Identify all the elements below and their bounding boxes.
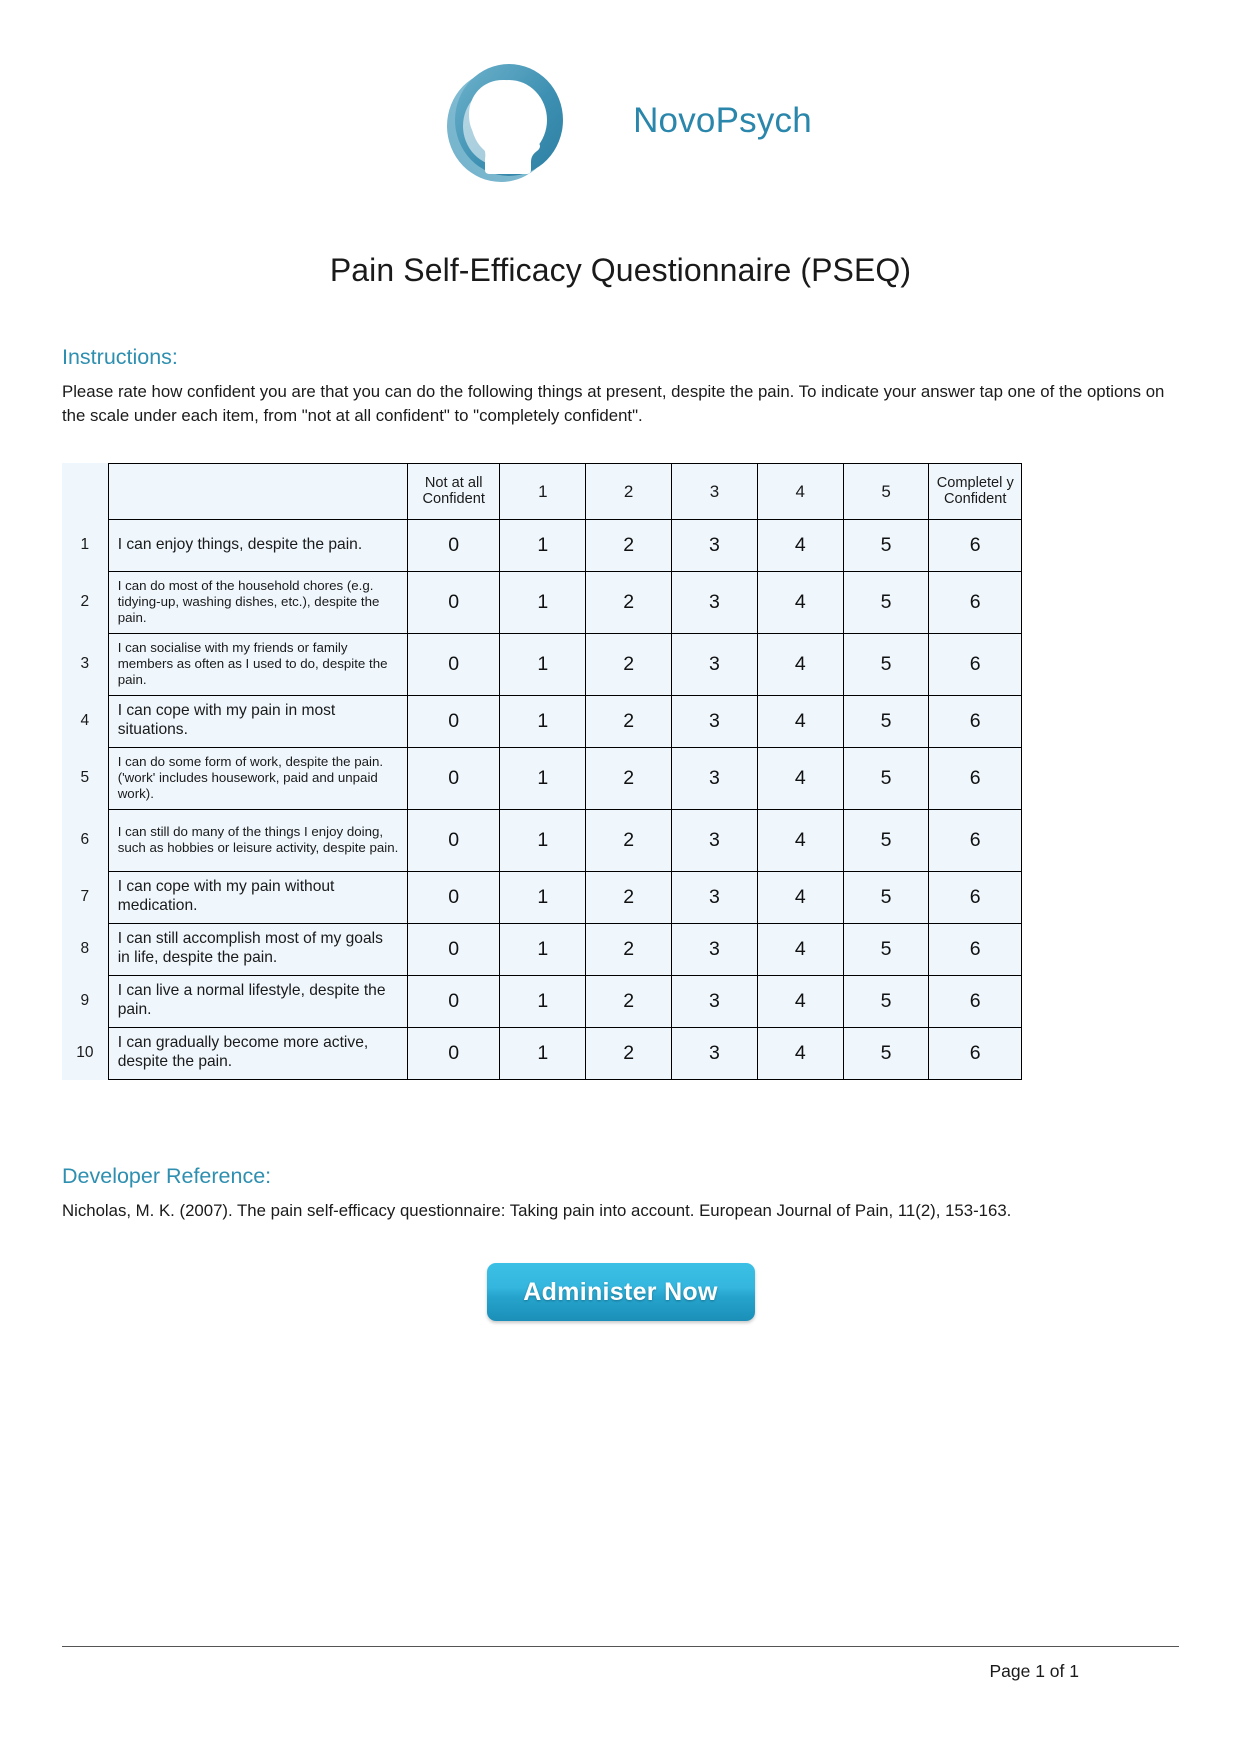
row-number: 1 (62, 519, 108, 571)
page-title: Pain Self-Efficacy Questionnaire (PSEQ) (329, 252, 912, 288)
reference-heading: Developer Reference: (62, 1163, 272, 1188)
response-option-5[interactable]: 5 (843, 975, 929, 1027)
row-number: 2 (62, 571, 108, 633)
response-option-0[interactable]: 0 (407, 519, 499, 571)
header-option-3: 3 (672, 463, 758, 519)
response-option-2[interactable]: 2 (586, 747, 672, 809)
response-option-4[interactable]: 4 (757, 747, 843, 809)
action-row (0, 1263, 1241, 1321)
response-option-6[interactable]: 6 (929, 923, 1022, 975)
response-option-0[interactable]: 0 (407, 975, 499, 1027)
response-option-5[interactable]: 5 (843, 923, 929, 975)
response-option-3[interactable]: 3 (672, 695, 758, 747)
row-number: 8 (62, 923, 108, 975)
novopsych-logo-icon (429, 52, 581, 192)
response-option-5[interactable]: 5 (843, 747, 929, 809)
header-option-2: 2 (586, 463, 672, 519)
response-option-2[interactable]: 2 (586, 633, 672, 695)
item-text: I can still accomplish most of my goals in life, despite the pain. (108, 923, 407, 975)
response-option-6[interactable]: 6 (929, 975, 1022, 1027)
response-option-6[interactable]: 6 (929, 1027, 1022, 1079)
header-anchor-low: Not at all Confident (407, 463, 499, 519)
response-option-6[interactable]: 6 (929, 695, 1022, 747)
item-text: I can do some form of work, despite the pain. ('work' includes housework, paid and unpaid work). (108, 747, 407, 809)
response-option-0[interactable]: 0 (407, 571, 499, 633)
reference-section (0, 1164, 1241, 1223)
response-option-2[interactable]: 2 (586, 571, 672, 633)
response-option-3[interactable]: 3 (672, 871, 758, 923)
table-row (62, 695, 1022, 747)
administer-now-button[interactable]: Administer Now (487, 1263, 755, 1321)
row-number: 9 (62, 975, 108, 1027)
table-header-row (62, 463, 1022, 519)
row-number: 5 (62, 747, 108, 809)
response-option-4[interactable]: 4 (757, 975, 843, 1027)
header-anchor-high: Completel y Confident (929, 463, 1022, 519)
response-option-6[interactable]: 6 (929, 809, 1022, 871)
response-option-6[interactable]: 6 (929, 871, 1022, 923)
table-row (62, 747, 1022, 809)
response-option-2[interactable]: 2 (586, 975, 672, 1027)
response-option-0[interactable]: 0 (407, 871, 499, 923)
response-option-2[interactable]: 2 (586, 519, 672, 571)
response-option-3[interactable]: 3 (672, 809, 758, 871)
response-option-0[interactable]: 0 (407, 695, 499, 747)
response-option-1[interactable]: 1 (500, 923, 586, 975)
item-text: I can cope with my pain in most situations. (108, 695, 407, 747)
response-option-5[interactable]: 5 (843, 633, 929, 695)
response-option-6[interactable]: 6 (929, 571, 1022, 633)
row-number: 10 (62, 1027, 108, 1079)
response-option-1[interactable]: 1 (500, 571, 586, 633)
response-option-1[interactable]: 1 (500, 519, 586, 571)
table-row (62, 571, 1022, 633)
response-option-4[interactable]: 4 (757, 1027, 843, 1079)
scale-table-wrapper (0, 463, 1241, 1080)
response-option-6[interactable]: 6 (929, 633, 1022, 695)
pseq-scale-table (62, 463, 1022, 1080)
item-text: I can cope with my pain without medication. (108, 871, 407, 923)
response-option-4[interactable]: 4 (757, 571, 843, 633)
table-row (62, 519, 1022, 571)
header-option-4: 4 (757, 463, 843, 519)
response-option-1[interactable]: 1 (500, 695, 586, 747)
response-option-4[interactable]: 4 (757, 809, 843, 871)
table-row (62, 809, 1022, 871)
response-option-1[interactable]: 1 (500, 975, 586, 1027)
header-item-spacer (108, 463, 407, 519)
response-option-5[interactable]: 5 (843, 871, 929, 923)
response-option-5[interactable]: 5 (843, 571, 929, 633)
response-option-3[interactable]: 3 (672, 975, 758, 1027)
response-option-2[interactable]: 2 (586, 871, 672, 923)
item-text: I can gradually become more active, despite the pain. (108, 1027, 407, 1079)
response-option-2[interactable]: 2 (586, 695, 672, 747)
item-text: I can enjoy things, despite the pain. (108, 519, 407, 571)
header-option-1: 1 (500, 463, 586, 519)
row-number: 7 (62, 871, 108, 923)
response-option-4[interactable]: 4 (757, 519, 843, 571)
response-option-4[interactable]: 4 (757, 871, 843, 923)
reference-citation: Nicholas, M. K. (2007). The pain self-efficacy questionnaire: Taking pain into account. European Journal of Pain, 11(2), 153-163. (62, 1200, 1012, 1220)
brand-name: NovoPsych (633, 100, 812, 140)
table-row (62, 871, 1022, 923)
response-option-0[interactable]: 0 (407, 923, 499, 975)
response-option-4[interactable]: 4 (757, 923, 843, 975)
page-footer (62, 1646, 1179, 1682)
instructions-text: Please rate how confident you are that you can do the following things at present, despite the pain. To indicate your answer tap one of the options on the scale under each item, from "not at all confident" to "completely confident". (62, 382, 1165, 426)
instructions-heading: Instructions: (62, 345, 178, 369)
response-option-4[interactable]: 4 (757, 633, 843, 695)
footer-divider (62, 1646, 1179, 1647)
item-text: I can socialise with my friends or family members as often as I used to do, despite the pain. (108, 633, 407, 695)
table-row (62, 633, 1022, 695)
response-option-3[interactable]: 3 (672, 923, 758, 975)
page-number-label: Page 1 of 1 (989, 1661, 1079, 1681)
response-option-1[interactable]: 1 (500, 809, 586, 871)
table-body (62, 519, 1022, 1079)
instructions-section (0, 345, 1241, 429)
response-option-6[interactable]: 6 (929, 519, 1022, 571)
response-option-3[interactable]: 3 (672, 1027, 758, 1079)
response-option-2[interactable]: 2 (586, 809, 672, 871)
header-option-5: 5 (843, 463, 929, 519)
response-option-3[interactable]: 3 (672, 633, 758, 695)
response-option-0[interactable]: 0 (407, 747, 499, 809)
response-option-1[interactable]: 1 (500, 1027, 586, 1079)
response-option-5[interactable]: 5 (843, 695, 929, 747)
response-option-0[interactable]: 0 (407, 633, 499, 695)
row-number: 4 (62, 695, 108, 747)
item-text: I can live a normal lifestyle, despite the pain. (108, 975, 407, 1027)
response-option-2[interactable]: 2 (586, 1027, 672, 1079)
response-option-1[interactable]: 1 (500, 747, 586, 809)
row-number: 3 (62, 633, 108, 695)
response-option-5[interactable]: 5 (843, 1027, 929, 1079)
response-option-3[interactable]: 3 (672, 747, 758, 809)
response-option-3[interactable]: 3 (672, 571, 758, 633)
item-text: I can do most of the household chores (e.g. tidying-up, washing dishes, etc.), despite the pain. (108, 571, 407, 633)
response-option-6[interactable]: 6 (929, 747, 1022, 809)
table-row (62, 975, 1022, 1027)
response-option-3[interactable]: 3 (672, 519, 758, 571)
row-number: 6 (62, 809, 108, 871)
response-option-0[interactable]: 0 (407, 1027, 499, 1079)
response-option-5[interactable]: 5 (843, 809, 929, 871)
table-row (62, 923, 1022, 975)
brand-header (0, 0, 1241, 200)
response-option-0[interactable]: 0 (407, 809, 499, 871)
response-option-2[interactable]: 2 (586, 923, 672, 975)
response-option-4[interactable]: 4 (757, 695, 843, 747)
response-option-5[interactable]: 5 (843, 519, 929, 571)
table-row (62, 1027, 1022, 1079)
item-text: I can still do many of the things I enjoy doing, such as hobbies or leisure activity, despite pain. (108, 809, 407, 871)
header-index-spacer (62, 463, 108, 519)
response-option-1[interactable]: 1 (500, 633, 586, 695)
response-option-1[interactable]: 1 (500, 871, 586, 923)
